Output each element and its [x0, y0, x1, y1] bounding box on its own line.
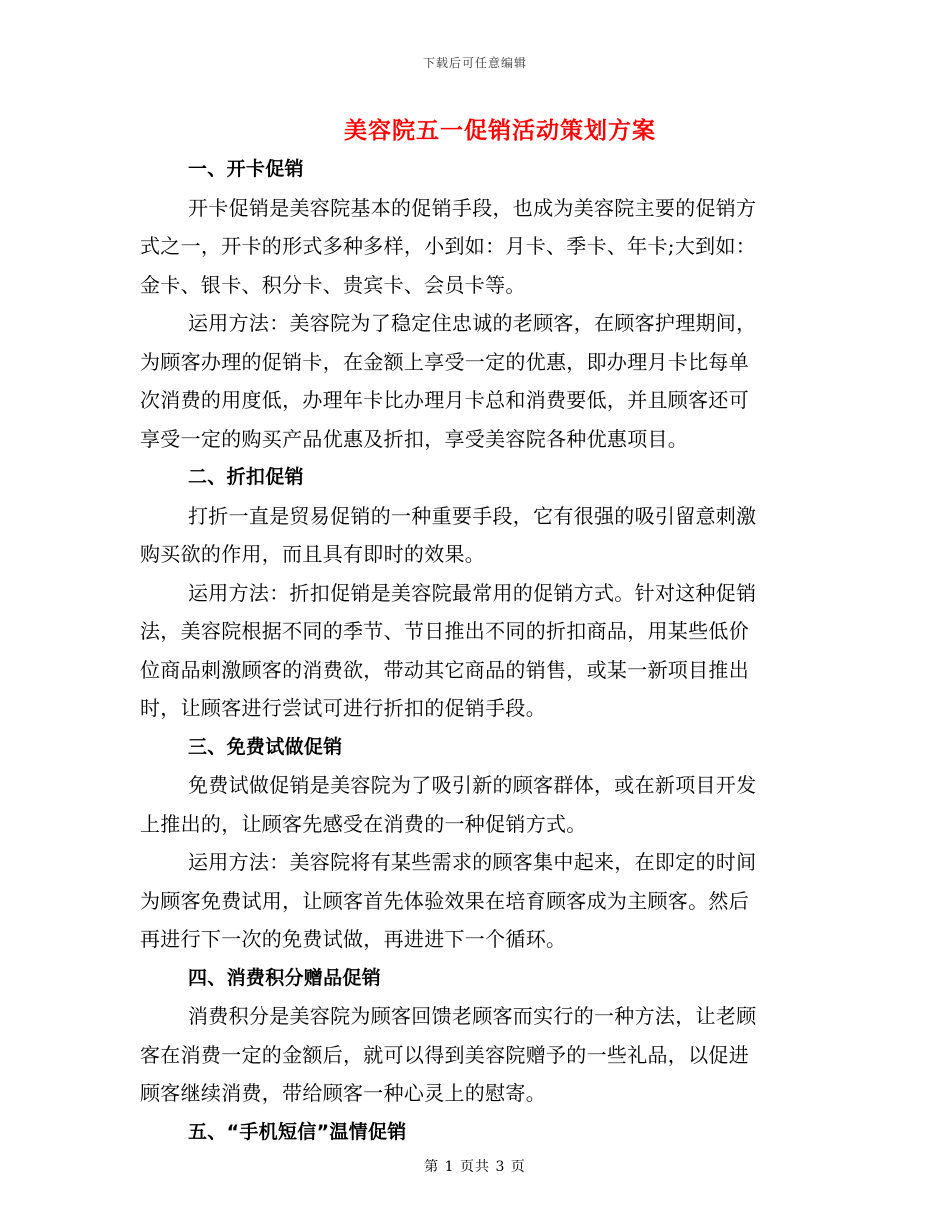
section-heading-2: 二、折扣促销 [188, 466, 304, 488]
paragraph-line: 运用方法：美容院将有某些需求的顾客集中起来，在即定的时间 [188, 850, 757, 874]
paragraph-line: 运用方法：美容院为了稳定住忠诚的老顾客，在顾客护理期间， [188, 311, 757, 335]
paragraph-line: 顾客继续消费，带给顾客一种心灵上的慰寄。 [140, 1081, 546, 1105]
paragraph-line: 式之一，开卡的形式多种多样，小到如：月卡、季卡、年卡;大到如： [140, 234, 757, 258]
paragraph-line: 享受一定的购买产品优惠及折扣，享受美容院各种优惠项目。 [140, 426, 689, 451]
paragraph-line: 上推出的，让顾客先感受在消费的一种促销方式。 [140, 811, 587, 836]
paragraph-line: 为顾客免费试用，让顾客首先体验效果在培育顾客成为主顾客。然后 [140, 888, 749, 913]
paragraph-line: 位商品刺激顾客的消费欲，带动其它商品的销售，或某一新项目推出 [140, 657, 749, 682]
paragraph-line: 免费试做促销是美容院为了吸引新的顾客群体，或在新项目开发 [188, 773, 757, 797]
paragraph-line: 为顾客办理的促销卡，在金额上享受一定的优惠，即办理月卡比每单 [140, 349, 749, 374]
header-note: 下载后可任意编辑 [422, 56, 527, 70]
paragraph-line: 再进行下一次的免费试做，再进进下一个循环。 [140, 927, 567, 951]
paragraph-line: 法，美容院根据不同的季节、节日推出不同的折扣商品，用某些低价 [140, 619, 749, 643]
paragraph-line: 开卡促销是美容院基本的促销手段，也成为美容院主要的促销方 [188, 195, 757, 220]
section-heading-3: 三、免费试做促销 [188, 735, 343, 758]
paragraph-line: 运用方法：折扣促销是美容院最常用的促销方式。针对这种促销 [188, 580, 757, 605]
paragraph-line: 金卡、银卡、积分卡、贵宾卡、会员卡等。 [140, 272, 526, 297]
paragraph-line: 消费积分是美容院为顾客回馈老顾客而实行的一种方法，让老顾 [188, 1004, 757, 1028]
paragraph-line: 次消费的用度低，办理年卡比办理月卡总和消费要低，并且顾客还可 [140, 388, 749, 412]
document-title: 美容院五一促销活动策划方案 [344, 117, 656, 144]
section-heading-1: 一、开卡促销 [188, 158, 304, 180]
paragraph-line: 购买欲的作用，而且具有即时的效果。 [140, 542, 486, 566]
page-indicator: 第 1 页共 3 页 [424, 1159, 526, 1175]
paragraph-line: 时，让顾客进行尝试可进行折扣的促销手段。 [140, 696, 546, 720]
paragraph-line: 客在消费一定的金额后，就可以得到美容院赠予的一些礼品，以促进 [140, 1042, 749, 1067]
section-heading-4: 四、消费积分赠品促销 [188, 966, 382, 989]
document-body [140, 150, 800, 1151]
paragraph-line: 打折一直是贸易促销的一种重要手段，它有很强的吸引留意刺激 [188, 503, 757, 528]
section-heading-5: 五、“手机短信”温情促销 [188, 1120, 407, 1143]
